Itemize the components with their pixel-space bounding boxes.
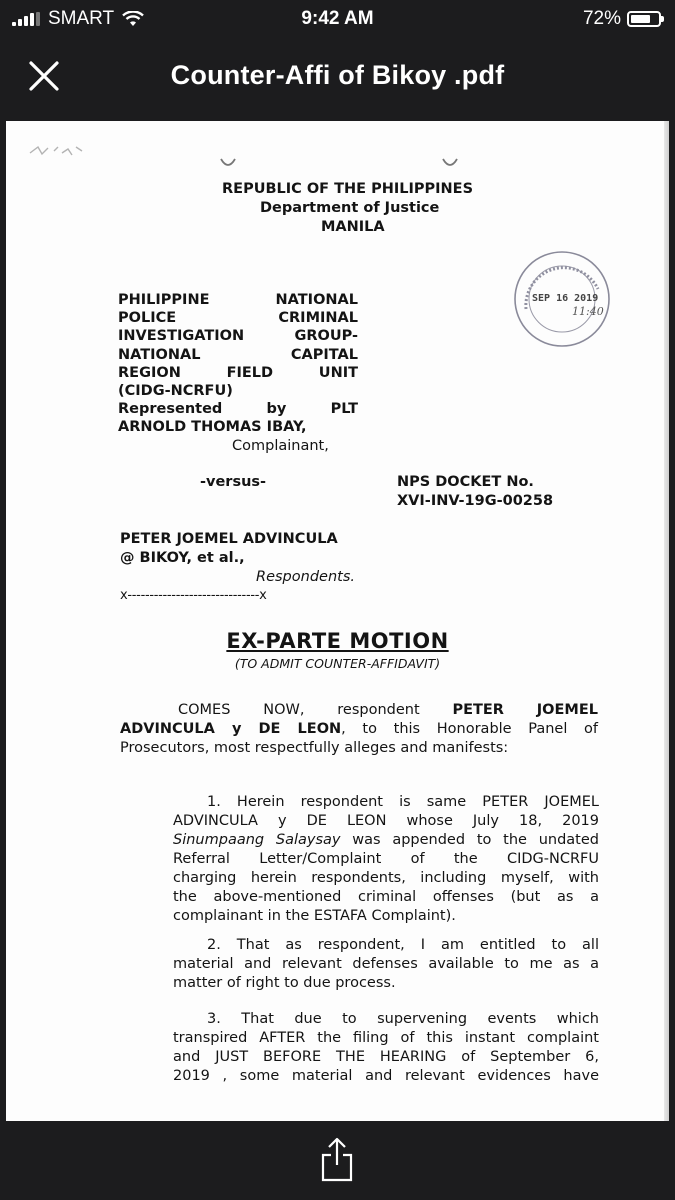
caption-divider: x------------------------------x	[120, 588, 267, 603]
pdf-page[interactable]	[6, 121, 669, 1121]
heading-department: Department of Justice	[260, 200, 440, 216]
respondent-alias: @ BIKOY, et al.,	[120, 550, 245, 566]
paragraph-1: 1. Herein respondent is same PETER JOEMEL ADVINCULA y DE LEON whose July 18, 2019 Sinumpaang Salaysay was appended to the undated Referral Letter/Complaint of the CIDG-NCRFU charging herein respondents, including myself, with the above-mentioned criminal offenses (but as a complainant in the ESTAFA Complaint).	[173, 794, 599, 924]
motion-subtitle: (TO ADMIT COUNTER-AFFIDAVIT)	[234, 656, 441, 671]
complainant-role: Complainant,	[232, 438, 329, 454]
bottom-toolbar	[0, 1121, 675, 1200]
versus-label: -versus-	[200, 474, 267, 490]
battery-fill	[631, 15, 650, 23]
status-right	[583, 8, 661, 30]
share-icon	[318, 1135, 356, 1183]
received-stamp	[512, 249, 612, 349]
paragraph-3: 3. That due to supervening events which transpired AFTER the filing of this instant complaint and JUST BEFORE THE HEARING of September 6, 2019 , some material and relevant evidences have	[173, 1011, 599, 1084]
document-title: Counter-Affi of Bikoy .pdf	[170, 60, 505, 90]
share-button[interactable]	[318, 1135, 356, 1183]
respondent-name: PETER JOEMEL ADVINCULA	[120, 531, 338, 547]
heading-republic: REPUBLIC OF THE PHILIPPINES	[222, 181, 474, 197]
battery-percent: 72%	[582, 8, 621, 29]
respondent-role: Respondents.	[256, 569, 355, 585]
docket-label: NPS DOCKET No.	[397, 474, 534, 490]
docket-number: XVI-INV-19G-00258	[397, 493, 554, 509]
stamp-date: SEP 16 2019	[532, 293, 599, 304]
intro-paragraph: COMES NOW, respondent PETER JOEMEL ADVINCULA y DE LEON, to this Honorable Panel of Prosecutors, most respectfully alleges and manifests:	[120, 702, 598, 756]
paragraph-2: 2. That as respondent, I am entitled to all material and relevant defenses available to me as a matter of right to due process.	[173, 937, 599, 991]
motion-title: EX-PARTE MOTION	[226, 629, 449, 653]
page-edge	[664, 121, 669, 1121]
punch-hole-mark	[218, 157, 238, 171]
status-time: 9:42 AM	[301, 8, 374, 29]
status-bar	[0, 0, 675, 40]
carrier-label: SMART	[48, 8, 115, 29]
heading-manila: MANILA	[321, 219, 385, 235]
battery-icon	[627, 11, 661, 27]
complainant-caption: PHILIPPINE NATIONAL POLICE CRIMINAL INVESTIGATION GROUP- NATIONAL CAPITAL REGION FIELD UNIT (CIDG-NCRFU) Represented by PLT ARNOLD THOMAS IBAY,	[118, 292, 358, 436]
viewer-header	[0, 40, 675, 112]
punch-hole-mark	[440, 157, 460, 171]
scan-mark	[28, 139, 86, 161]
stamp-time: 11:40	[572, 305, 604, 318]
